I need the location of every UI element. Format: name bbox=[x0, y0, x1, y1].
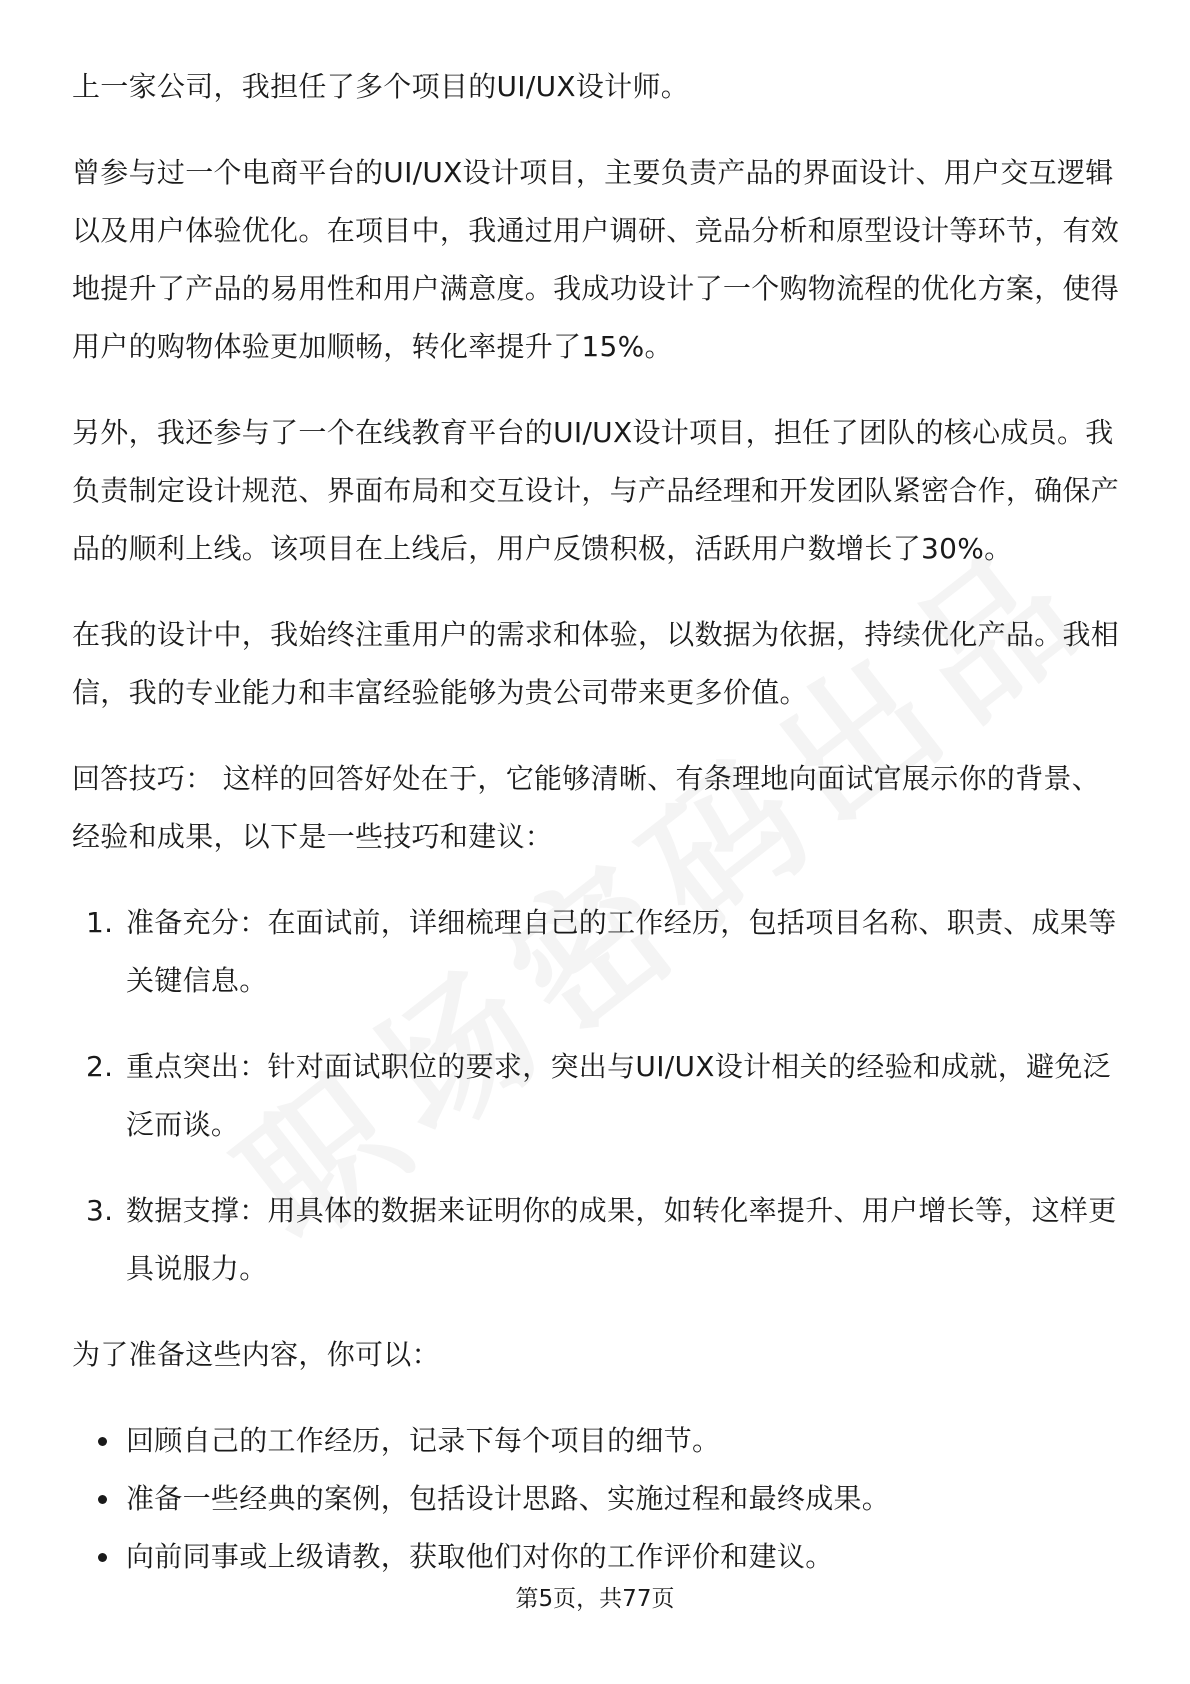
list-item bbox=[72, 894, 1122, 1010]
paragraph-ecommerce-project: 曾参与过一个电商平台的UI/UX设计项目，主要负责产品的界面设计、用户交互逻辑以及用户体验优化。在项目中，我通过用户调研、竞品分析和原型设计等环节，有效地提升了产品的易用性和用户满意度。我成功设计了一个购物流程的优化方案，使得用户的购物体验更加顺畅，转化率提升了15%。 bbox=[72, 156, 1120, 363]
list-item-text: 回顾自己的工作经历，记录下每个项目的细节。 bbox=[126, 1424, 721, 1457]
page-footer: 第5页，共77页 bbox=[515, 1586, 675, 1612]
list-item bbox=[72, 1182, 1122, 1298]
tips-list bbox=[72, 894, 1122, 1298]
document-content bbox=[72, 58, 1122, 1586]
list-number: 1. bbox=[86, 906, 114, 939]
bullet-icon bbox=[98, 1495, 107, 1504]
paragraph-answer-tips: 回答技巧： 这样的回答好处在于，它能够清晰、有条理地向面试官展示你的背景、经验和成果，以下是一些技巧和建议： bbox=[72, 762, 1101, 853]
prep-list bbox=[72, 1412, 1122, 1586]
list-item bbox=[72, 1412, 1122, 1470]
paragraph-intro: 上一家公司，我担任了多个项目的UI/UX设计师。 bbox=[72, 70, 690, 103]
list-number: 3. bbox=[86, 1194, 114, 1227]
list-item-text: 重点突出：针对面试职位的要求，突出与UI/UX设计相关的经验和成就，避免泛泛而谈。 bbox=[126, 1050, 1111, 1141]
list-item bbox=[72, 1470, 1122, 1528]
paragraph-education-project: 另外，我还参与了一个在线教育平台的UI/UX设计项目，担任了团队的核心成员。我负责制定设计规范、界面布局和交互设计，与产品经理和开发团队紧密合作，确保产品的顺利上线。该项目在上线后，用户反馈积极，活跃用户数增长了30%。 bbox=[72, 416, 1120, 565]
bullet-icon bbox=[98, 1437, 107, 1446]
list-item-text: 数据支撑：用具体的数据来证明你的成果，如转化率提升、用户增长等，这样更具说服力。 bbox=[126, 1194, 1117, 1285]
paragraph-preparation: 为了准备这些内容，你可以： bbox=[72, 1338, 440, 1371]
bullet-icon bbox=[98, 1553, 107, 1562]
list-item bbox=[72, 1038, 1122, 1154]
list-number: 2. bbox=[86, 1050, 114, 1083]
list-item-text: 准备充分：在面试前，详细梳理自己的工作经历，包括项目名称、职责、成果等关键信息。 bbox=[126, 906, 1117, 997]
list-item-text: 准备一些经典的案例，包括设计思路、实施过程和最终成果。 bbox=[126, 1482, 891, 1515]
list-item bbox=[72, 1528, 1122, 1586]
paragraph-design-philosophy: 在我的设计中，我始终注重用户的需求和体验，以数据为依据，持续优化产品。我相信，我的专业能力和丰富经验能够为贵公司带来更多价值。 bbox=[72, 618, 1120, 709]
list-item-text: 向前同事或上级请教，获取他们对你的工作评价和建议。 bbox=[126, 1540, 834, 1573]
